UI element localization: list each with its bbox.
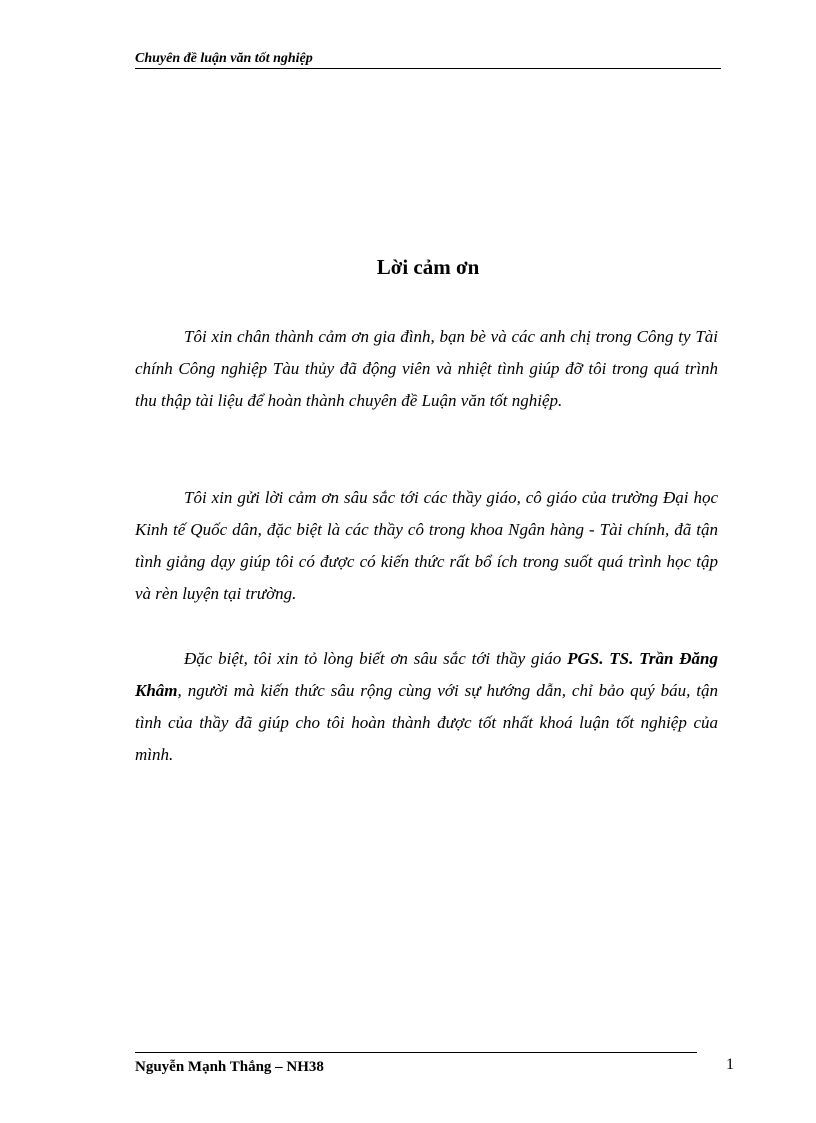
- page-header: Chuyên đề luận văn tốt nghiệp: [135, 50, 721, 69]
- footer-author: Nguyễn Mạnh Thắng – NH38: [135, 1059, 324, 1075]
- advisor-intro-text: Đặc biệt, tôi xin tỏ lòng biết ơn sâu sắc tới thầy giáo: [184, 649, 568, 668]
- paragraph-family-thanks: Tôi xin chân thành cảm ơn gia đình, bạn bè và các anh chị trong Công ty Tài chính Công nghiệp Tàu thủy đã động viên và nhiệt tình giúp đỡ tôi trong quá trình thu thập tài liệu để hoàn thành chuyên đề Luận văn tốt nghiệp.: [135, 327, 718, 410]
- advisor-closing-text: , người mà kiến thức sâu rộng cùng với sự hướng dẫn, chỉ bảo quý báu, tận tình của thầy đã giúp cho tôi hoàn thành được tốt nhất khoá luận tốt nghiệp của mình.: [135, 681, 718, 764]
- paragraph-advisor-thanks: [135, 643, 718, 771]
- footer-divider: [135, 1052, 697, 1053]
- paragraph-teachers-thanks: Tôi xin gửi lời cảm ơn sâu sắc tới các thầy giáo, cô giáo của trường Đại học Kinh tế Quốc dân, đặc biệt là các thầy cô trong khoa Ngân hàng - Tài chính, đã tận tình giảng dạy giúp tôi có được có kiến thức rất bổ ích trong suốt quá trình học tập và rèn luyện tại trường.: [135, 488, 718, 603]
- page-title: Lời cảm ơn: [376, 255, 480, 279]
- advisor-name: PGS. TS. Trần Đăng Khâm: [135, 649, 719, 700]
- page-number: 1: [726, 1056, 734, 1073]
